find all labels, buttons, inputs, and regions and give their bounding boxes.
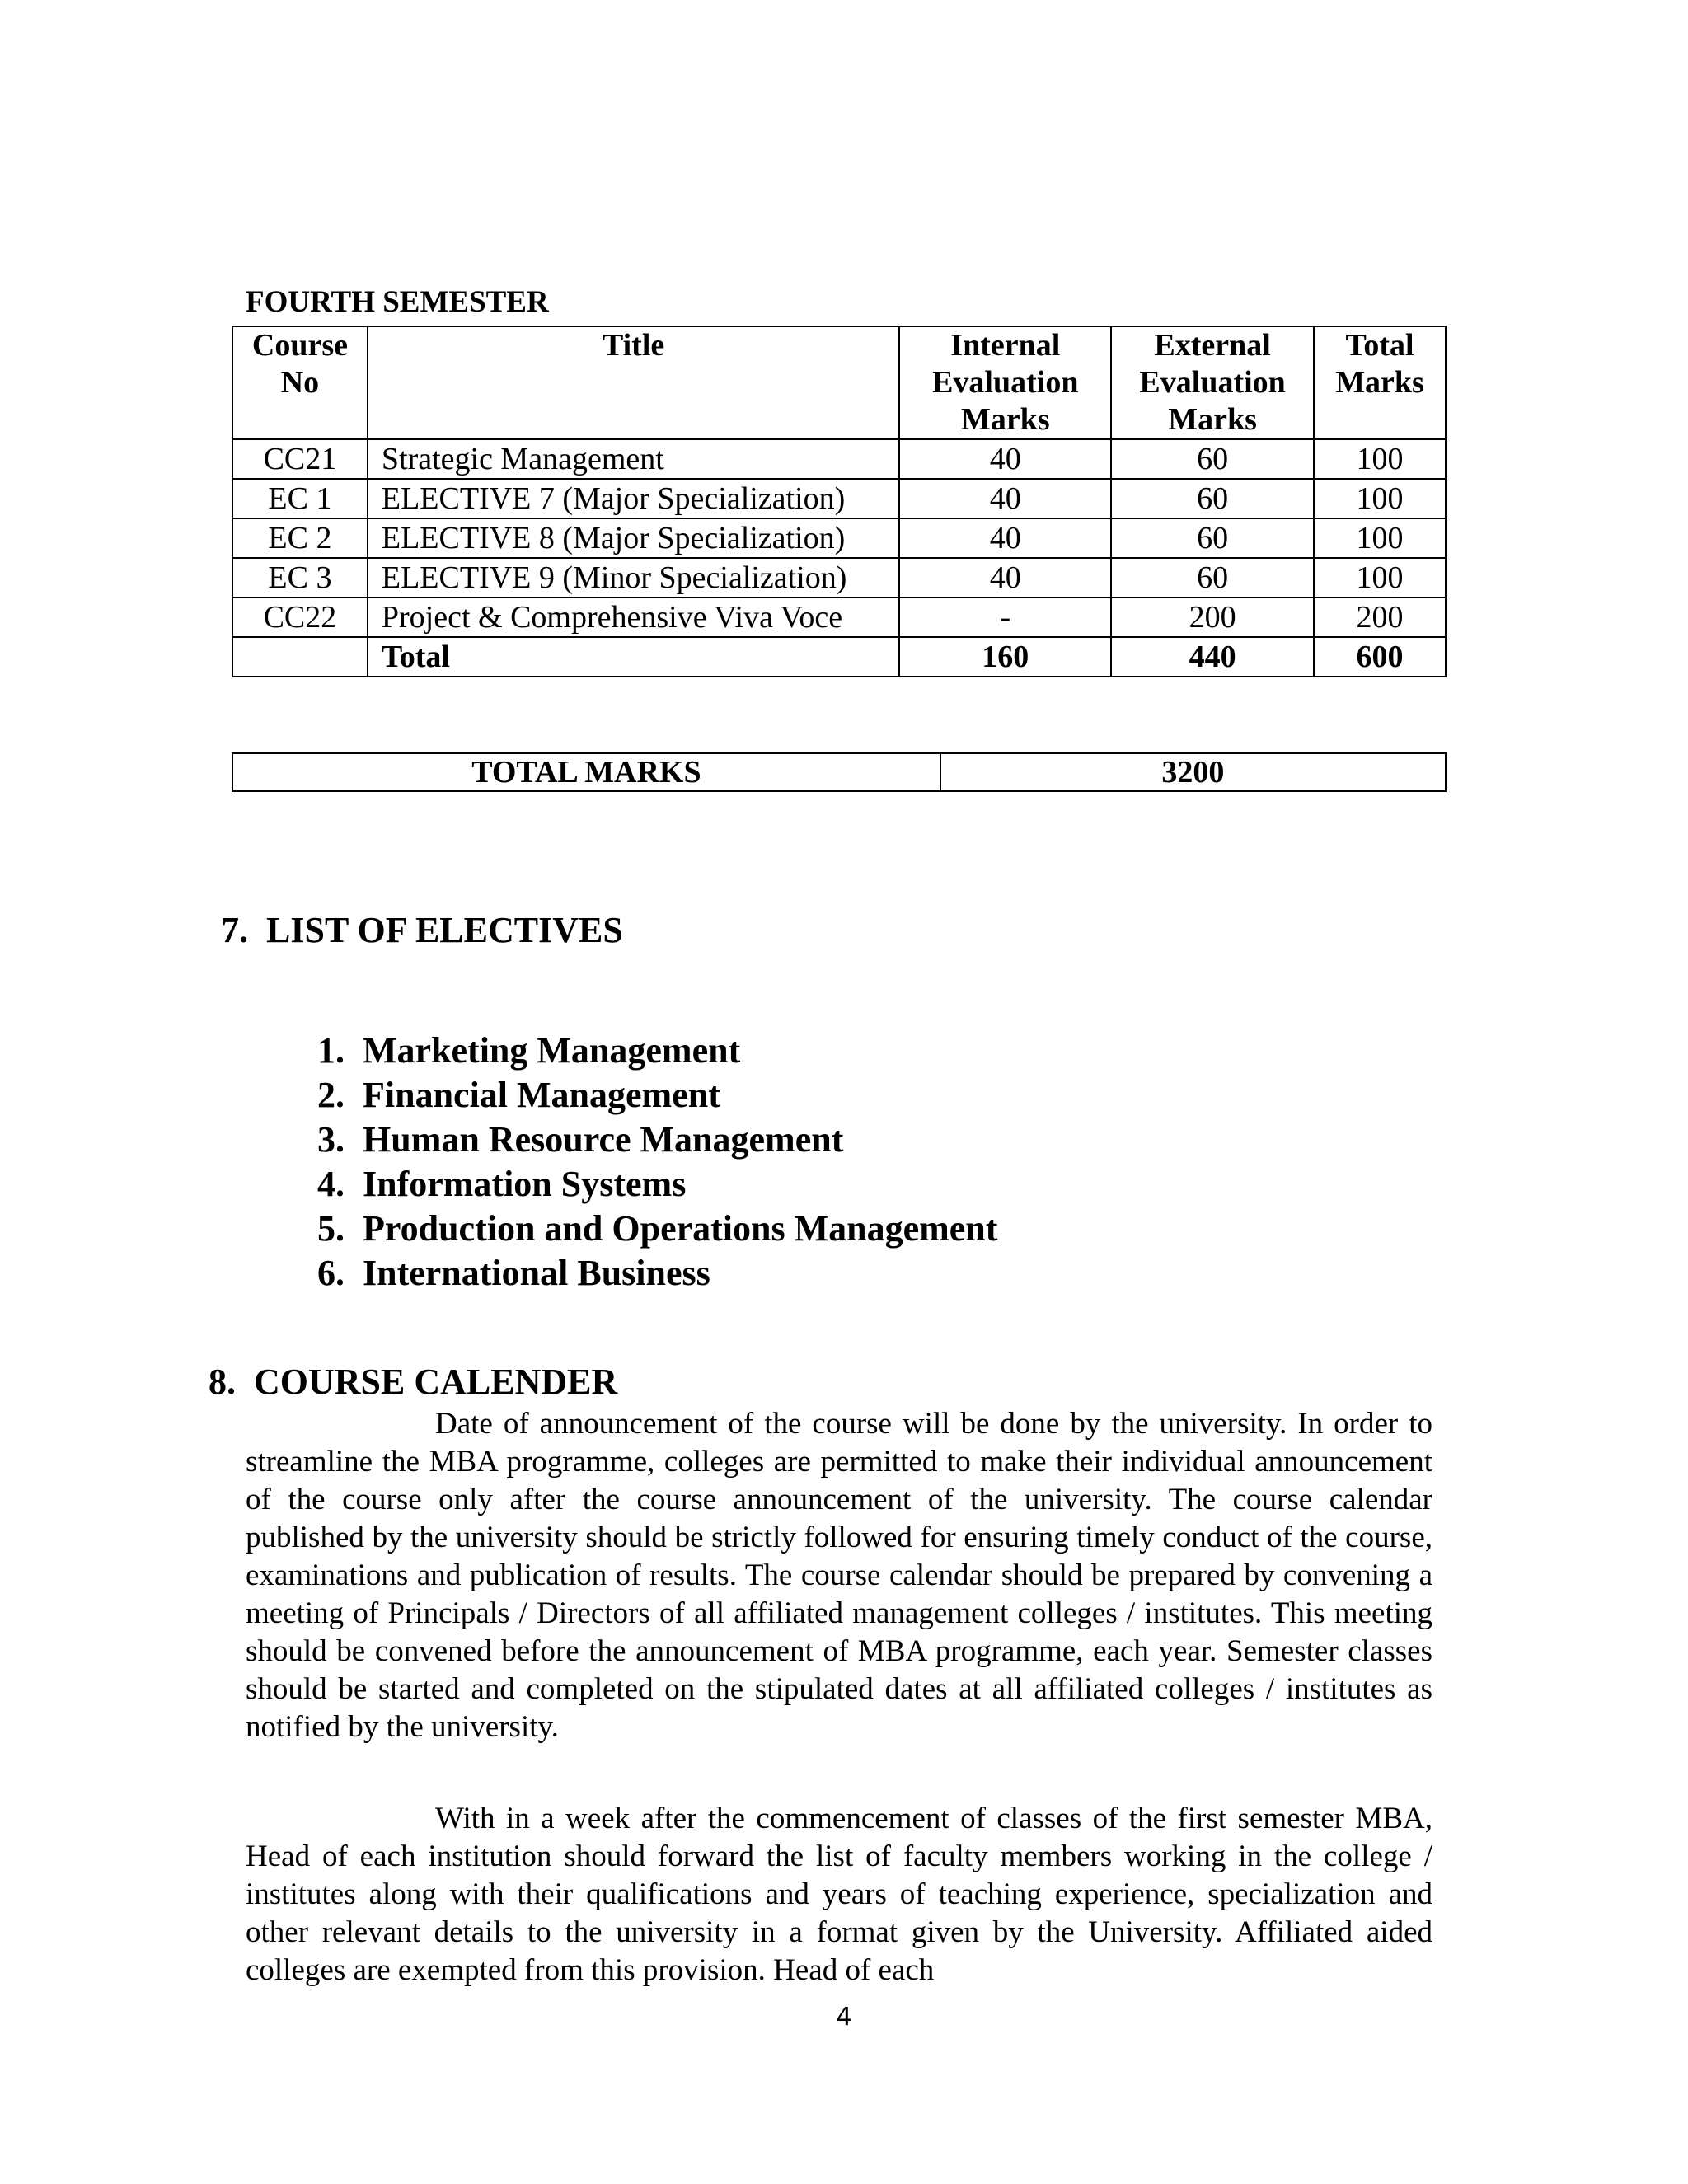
total-marks-table (232, 752, 1447, 792)
header-course-no: Course No (232, 326, 368, 439)
cell-internal: 40 (899, 558, 1111, 598)
list-number: 1. (317, 1030, 345, 1071)
header-title: Title (368, 326, 899, 439)
total-marks-row (232, 753, 1446, 791)
list-number: 4. (317, 1164, 345, 1204)
cell-title: ELECTIVE 8 (Major Specialization) (368, 518, 899, 558)
list-number: 5. (317, 1208, 345, 1249)
cell-internal-total: 160 (899, 637, 1111, 677)
table-row (232, 558, 1446, 598)
cell-internal: 40 (899, 439, 1111, 479)
header-external: External Evaluation Marks (1111, 326, 1314, 439)
table-row (232, 598, 1446, 637)
paragraph-text: Date of announcement of the course will be done by the university. In order to streamline the MBA programme, colleges are permitted to make their individual announcement of the course only after the course announcement of the university. The course calendar published by the university should be strictly followed for ensuring timely conduct of the course, examinations and publication of results. The course calendar should be prepared by convening a meeting of Principals / Directors of all affiliated management colleges / institutes. This meeting should be convened before the announcement of MBA programme, each year. Semester classes should be started and completed on the stipulated dates at all affiliated colleges / institutes as notified by the university. (246, 1407, 1432, 1744)
cell-total: 100 (1314, 518, 1446, 558)
cell-title: Strategic Management (368, 439, 899, 479)
cell-total: 100 (1314, 558, 1446, 598)
cell-external: 60 (1111, 439, 1314, 479)
cell-course (232, 637, 368, 677)
cell-external-total: 440 (1111, 637, 1314, 677)
cell-external: 200 (1111, 598, 1314, 637)
electives-list (280, 1029, 997, 1296)
cell-total: 200 (1314, 598, 1446, 637)
course-calendar-heading: 8. COURSE CALENDER (209, 1361, 618, 1402)
list-number: 3. (317, 1119, 345, 1160)
cell-external: 60 (1111, 558, 1314, 598)
page-number: 4 (836, 2003, 852, 2032)
semester-heading: FOURTH SEMESTER (246, 285, 549, 319)
electives-heading: 7. LIST OF ELECTIVES (221, 910, 623, 950)
list-label: International Business (363, 1253, 710, 1293)
fourth-semester-table (232, 326, 1447, 677)
cell-external: 60 (1111, 518, 1314, 558)
cell-internal: 40 (899, 518, 1111, 558)
table-total-row (232, 637, 1446, 677)
table-row (232, 439, 1446, 479)
table-row (232, 518, 1446, 558)
total-marks-value: 3200 (940, 753, 1446, 791)
list-item (280, 1251, 997, 1296)
cell-course: EC 2 (232, 518, 368, 558)
cell-total-label: Total (368, 637, 899, 677)
header-internal: Internal Evaluation Marks (899, 326, 1111, 439)
list-label: Marketing Management (363, 1030, 741, 1071)
cell-total: 100 (1314, 479, 1446, 518)
list-number: 6. (317, 1253, 345, 1293)
cell-title: Project & Comprehensive Viva Voce (368, 598, 899, 637)
list-item (280, 1029, 997, 1073)
paragraph (246, 1405, 1432, 1746)
list-item (280, 1073, 997, 1118)
cell-external: 60 (1111, 479, 1314, 518)
paragraph-text: With in a week after the commencement of classes of the first semester MBA, Head of each institution should forward the list of faculty members working in the college / institutes along with their qualifications and years of teaching experience, specialization and other relevant details to the university in a format given by the University. Affiliated aided colleges are exempted from this provision. Head of each (246, 1802, 1432, 1987)
list-label: Human Resource Management (363, 1119, 844, 1160)
cell-title: ELECTIVE 7 (Major Specialization) (368, 479, 899, 518)
list-item (280, 1118, 997, 1162)
table-row (232, 479, 1446, 518)
list-label: Production and Operations Management (363, 1208, 998, 1249)
cell-course: CC22 (232, 598, 368, 637)
cell-internal: 40 (899, 479, 1111, 518)
cell-title: ELECTIVE 9 (Minor Specialization) (368, 558, 899, 598)
list-item (280, 1207, 997, 1251)
cell-grand-total: 600 (1314, 637, 1446, 677)
list-item (280, 1162, 997, 1207)
cell-course: EC 1 (232, 479, 368, 518)
paragraph (246, 1800, 1432, 1990)
cell-internal: - (899, 598, 1111, 637)
cell-course: EC 3 (232, 558, 368, 598)
list-number: 2. (317, 1075, 345, 1115)
cell-course: CC21 (232, 439, 368, 479)
total-marks-label: TOTAL MARKS (232, 753, 940, 791)
list-label: Information Systems (363, 1164, 687, 1204)
list-label: Financial Management (363, 1075, 720, 1115)
cell-total: 100 (1314, 439, 1446, 479)
header-total: Total Marks (1314, 326, 1446, 439)
table-header-row (232, 326, 1446, 439)
